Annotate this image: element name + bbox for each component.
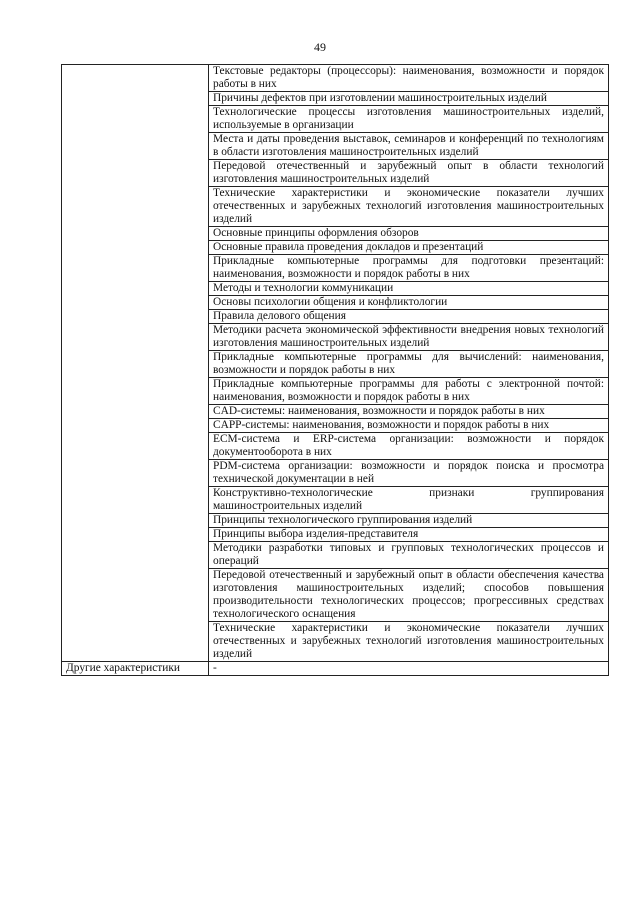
- knowledge-item: Технические характеристики и экономические показатели лучших отечественных и зарубежных технологий изготовления машиностроительных изделий: [209, 187, 609, 227]
- knowledge-item: Технические характеристики и экономические показатели лучших отечественных и зарубежных технологий изготовления машиностроительных изделий: [209, 622, 609, 662]
- knowledge-table: [61, 64, 609, 676]
- knowledge-item: Методики расчета экономической эффективности внедрения новых технологий изготовления машиностроительных изделий: [209, 324, 609, 351]
- knowledge-item: PDM-система организации: возможности и порядок поиска и просмотра технической документации в ней: [209, 460, 609, 487]
- knowledge-item: Прикладные компьютерные программы для вычислений: наименования, возможности и порядок работы в них: [209, 351, 609, 378]
- knowledge-item: Правила делового общения: [209, 310, 609, 324]
- empty-label-cell: [62, 65, 209, 662]
- knowledge-item: Текстовые редакторы (процессоры): наименования, возможности и порядок работы в них: [209, 65, 609, 92]
- knowledge-item: Принципы технологического группирования изделий: [209, 514, 609, 528]
- knowledge-item: ECM-система и ERP-система организации: возможности и порядок документооборота в них: [209, 433, 609, 460]
- knowledge-item: Места и даты проведения выставок, семинаров и конференций по технологиям в области изготовления машиностроительных изделий: [209, 133, 609, 160]
- knowledge-item: Основные принципы оформления обзоров: [209, 227, 609, 241]
- knowledge-item: Методы и технологии коммуникации: [209, 282, 609, 296]
- other-characteristics-value: -: [209, 662, 609, 676]
- knowledge-item: Прикладные компьютерные программы для работы с электронной почтой: наименования, возможности и порядок работы в них: [209, 378, 609, 405]
- knowledge-item: Основы психологии общения и конфликтологии: [209, 296, 609, 310]
- other-characteristics-label: Другие характеристики: [62, 662, 209, 676]
- knowledge-row: [62, 65, 609, 92]
- knowledge-item: Методики разработки типовых и групповых технологических процессов и операций: [209, 542, 609, 569]
- knowledge-item: Основные правила проведения докладов и презентаций: [209, 241, 609, 255]
- knowledge-item: CAPP-системы: наименования, возможности и порядок работы в них: [209, 419, 609, 433]
- knowledge-item: Причины дефектов при изготовлении машиностроительных изделий: [209, 92, 609, 106]
- knowledge-item: Принципы выбора изделия-представителя: [209, 528, 609, 542]
- knowledge-item: CAD-системы: наименования, возможности и порядок работы в них: [209, 405, 609, 419]
- knowledge-item: Передовой отечественный и зарубежный опыт в области технологий изготовления машиностроительных изделий: [209, 160, 609, 187]
- knowledge-table-body: [62, 65, 609, 676]
- other-characteristics-row: [62, 662, 609, 676]
- knowledge-item: Технологические процессы изготовления машиностроительных изделий, используемые в организации: [209, 106, 609, 133]
- page-number: 49: [314, 40, 326, 54]
- knowledge-item: Прикладные компьютерные программы для подготовки презентаций: наименования, возможности и порядок работы в них: [209, 255, 609, 282]
- knowledge-item: Передовой отечественный и зарубежный опыт в области обеспечения качества изготовления машиностроительных изделий; способов повышения производительности технологических процессов; прогрессивных средствах технологического оснащения: [209, 569, 609, 622]
- knowledge-item: Конструктивно-технологические признаки группирования машиностроительных изделий: [209, 487, 609, 514]
